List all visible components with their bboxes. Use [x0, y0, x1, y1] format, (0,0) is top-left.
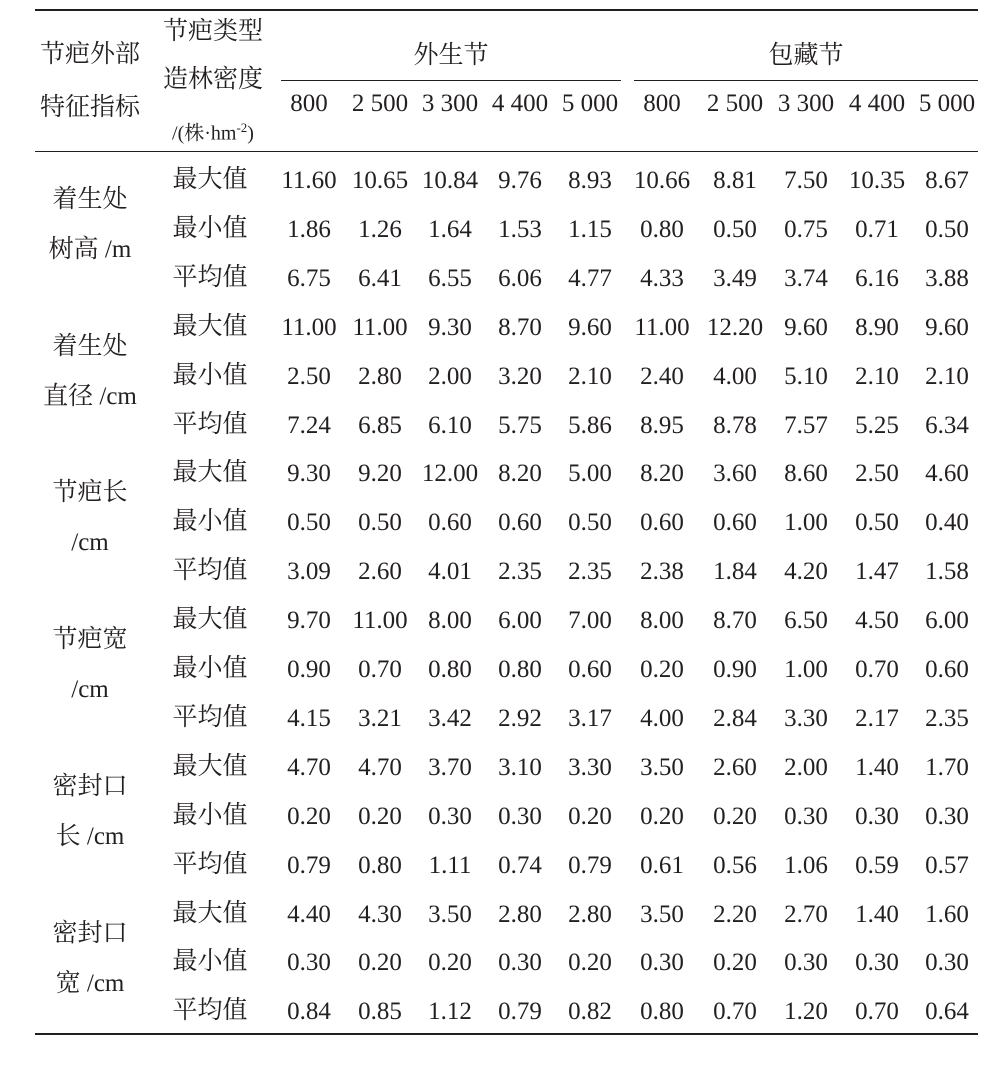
indicator-label-line2: /cm — [71, 676, 109, 704]
table-cell: 0.20 — [640, 802, 684, 830]
table-cell: 0.30 — [287, 949, 331, 977]
table-cell: 2.60 — [713, 753, 757, 781]
table-cell: 1.11 — [428, 851, 472, 879]
table-cell: 2.35 — [568, 558, 612, 586]
table-cell: 0.20 — [287, 802, 331, 830]
table-cell: 10.66 — [633, 167, 691, 194]
table-cell: 0.71 — [855, 215, 899, 243]
table-cell: 0.57 — [925, 851, 969, 879]
table-cell: 0.61 — [640, 851, 684, 879]
table-cell: 0.20 — [640, 656, 684, 683]
table-cell: 0.80 — [358, 851, 402, 879]
header-indicator-line2: 特征指标 — [39, 94, 140, 121]
table-cell: 9.60 — [568, 313, 612, 341]
table-cell: 4.77 — [568, 264, 612, 292]
table-cell: 0.80 — [428, 656, 472, 683]
stat-label: 最小值 — [172, 508, 248, 536]
table-cell: 4.00 — [640, 704, 684, 732]
table-cell: 11.60 — [281, 167, 337, 194]
table-cell: 8.00 — [428, 607, 472, 635]
table-cell: 10.65 — [351, 167, 409, 194]
table-cell: 9.60 — [925, 313, 969, 341]
table-cell: 9.20 — [358, 460, 402, 488]
table-cell: 2.40 — [640, 362, 684, 390]
table-cell: 0.75 — [784, 215, 828, 243]
table-cell: 2.00 — [784, 753, 828, 781]
table-cell: 12.20 — [706, 313, 764, 341]
bottom-rule — [35, 1033, 978, 1035]
table-cell: 2.80 — [568, 900, 612, 928]
table-cell: 0.70 — [358, 656, 402, 683]
indicator-label-line2: 直径 /cm — [43, 382, 137, 410]
stat-label: 最大值 — [172, 312, 248, 340]
table-cell: 1.40 — [855, 900, 899, 928]
stat-label: 最小值 — [172, 214, 248, 242]
table-cell: 11.00 — [352, 607, 408, 635]
density-header-cell: 3 300 — [421, 90, 479, 117]
header-density-unit — [148, 113, 278, 149]
table-cell: 0.30 — [925, 949, 969, 977]
table-cell: 2.38 — [640, 558, 684, 586]
table-cell: 0.20 — [358, 949, 402, 977]
table-cell: 0.60 — [640, 509, 684, 537]
table-cell: 0.30 — [855, 949, 899, 977]
table-cell: 1.00 — [784, 656, 828, 683]
table-cell: 2.84 — [713, 704, 757, 732]
table-cell: 1.70 — [925, 753, 969, 781]
table-cell: 3.42 — [428, 704, 472, 732]
table-cell: 0.50 — [713, 215, 757, 243]
indicator-label-line1: 着生处 — [52, 186, 128, 213]
table-cell: 9.60 — [784, 313, 828, 341]
table-cell: 2.35 — [925, 704, 969, 732]
header-density: 造林密度 — [162, 66, 263, 93]
table-cell: 6.55 — [428, 264, 472, 292]
header-density-unit-sup: -2 — [236, 120, 248, 135]
table-cell: 0.30 — [925, 802, 969, 830]
table-cell: 4.33 — [640, 264, 684, 292]
table-cell: 3.88 — [925, 264, 969, 292]
table-cell: 0.50 — [568, 509, 612, 537]
stat-label: 最大值 — [172, 752, 248, 780]
table-cell: 0.80 — [498, 656, 542, 683]
table-cell: 1.47 — [855, 558, 899, 586]
table-cell: 1.15 — [568, 215, 612, 243]
table-cell: 2.80 — [498, 900, 542, 928]
table-cell: 6.00 — [925, 607, 969, 635]
table-cell: 0.20 — [568, 949, 612, 977]
table-cell: 1.84 — [713, 558, 757, 586]
table-cell: 0.30 — [784, 802, 828, 830]
table-cell: 3.10 — [498, 753, 542, 781]
table-cell: 8.20 — [498, 460, 542, 488]
table-cell: 6.06 — [498, 264, 542, 292]
density-header-cell: 2 500 — [351, 90, 409, 117]
table-cell: 0.80 — [640, 215, 684, 243]
table-cell: 3.20 — [498, 362, 542, 390]
table-cell: 7.57 — [784, 411, 828, 439]
top-rule — [35, 9, 978, 11]
table-cell: 0.20 — [568, 802, 612, 830]
table-cell: 3.49 — [713, 264, 757, 292]
group-rule-embedded — [634, 80, 978, 81]
table-cell: 8.78 — [713, 411, 757, 439]
stat-label: 平均值 — [172, 410, 248, 438]
density-header-cell: 3 300 — [777, 90, 835, 117]
table-cell: 0.90 — [713, 656, 757, 683]
table-cell: 2.10 — [925, 362, 969, 390]
table-cell: 0.80 — [640, 998, 684, 1026]
stat-label: 平均值 — [172, 850, 248, 878]
table-cell: 0.85 — [358, 998, 402, 1026]
table-cell: 11.00 — [281, 313, 337, 341]
table-cell: 0.60 — [498, 509, 542, 537]
table-cell: 1.40 — [855, 753, 899, 781]
table-cell: 5.00 — [568, 460, 612, 488]
header-group-embedded: 包藏节 — [768, 42, 844, 69]
indicator-label-line1: 密封口 — [52, 919, 128, 947]
header-density-unit-end: ) — [247, 122, 254, 145]
stat-label: 最小值 — [172, 361, 248, 389]
table-cell: 3.21 — [358, 704, 402, 732]
table-cell: 4.70 — [287, 753, 331, 781]
table-cell: 3.50 — [428, 900, 472, 928]
table-cell: 8.67 — [925, 167, 969, 194]
stat-label: 最大值 — [172, 166, 248, 193]
table-cell: 1.26 — [358, 215, 402, 243]
table-cell: 8.93 — [568, 167, 612, 194]
table-cell: 4.01 — [428, 558, 472, 586]
table-cell: 3.50 — [640, 753, 684, 781]
table-cell: 8.60 — [784, 460, 828, 488]
table-cell: 2.70 — [784, 900, 828, 928]
table-cell: 0.30 — [855, 802, 899, 830]
table-cell: 0.79 — [287, 851, 331, 879]
table-cell: 3.60 — [713, 460, 757, 488]
table-cell: 4.30 — [358, 900, 402, 928]
indicator-label-line1: 着生处 — [52, 332, 128, 360]
table-cell: 6.00 — [498, 607, 542, 635]
table-cell: 4.15 — [287, 704, 331, 732]
table-cell: 0.50 — [287, 509, 331, 537]
table-cell: 9.76 — [498, 167, 542, 194]
table-cell: 4.00 — [713, 362, 757, 390]
table-cell: 0.50 — [925, 215, 969, 243]
table-cell: 12.00 — [421, 460, 479, 488]
table-cell: 0.30 — [498, 949, 542, 977]
table-cell: 4.40 — [287, 900, 331, 928]
table-cell: 0.20 — [358, 802, 402, 830]
stat-label: 最小值 — [172, 655, 248, 682]
table-cell: 1.06 — [784, 851, 828, 879]
table-cell: 0.50 — [855, 509, 899, 537]
table-cell: 0.70 — [855, 656, 899, 683]
table-cell: 5.10 — [784, 362, 828, 390]
table-cell: 2.80 — [358, 362, 402, 390]
table-cell: 8.81 — [713, 167, 757, 194]
table-cell: 3.30 — [784, 704, 828, 732]
table-cell: 1.20 — [784, 998, 828, 1026]
table-cell: 2.10 — [855, 362, 899, 390]
indicator-label-line1: 节疤宽 — [52, 626, 128, 654]
table-cell: 3.17 — [568, 704, 612, 732]
stat-label: 平均值 — [172, 703, 248, 731]
table-cell: 6.34 — [925, 411, 969, 439]
table-cell: 0.20 — [428, 949, 472, 977]
table-cell: 6.16 — [855, 264, 899, 292]
stat-label: 最小值 — [172, 801, 248, 829]
table-cell: 6.41 — [358, 264, 402, 292]
table-cell: 1.00 — [784, 509, 828, 537]
density-header-cell: 4 400 — [848, 90, 906, 117]
table-cell: 0.40 — [925, 509, 969, 537]
stat-label: 平均值 — [172, 557, 248, 585]
table-cell: 0.70 — [713, 998, 757, 1026]
table-cell: 3.09 — [287, 558, 331, 586]
table-cell: 2.60 — [358, 558, 402, 586]
table-cell: 2.92 — [498, 704, 542, 732]
table-cell: 0.82 — [568, 998, 612, 1026]
table-cell: 6.85 — [358, 411, 402, 439]
density-header-cell: 800 — [290, 90, 328, 117]
table-cell: 0.79 — [568, 851, 612, 879]
table-cell: 1.86 — [287, 215, 331, 243]
table-cell: 7.24 — [287, 411, 331, 439]
table-cell: 1.60 — [925, 900, 969, 928]
indicator-label-line1: 密封口 — [52, 772, 128, 800]
table-cell: 5.25 — [855, 411, 899, 439]
table-cell: 11.00 — [352, 313, 408, 341]
table-cell: 11.00 — [634, 313, 690, 341]
table-cell: 1.64 — [428, 215, 472, 243]
table-cell: 5.75 — [498, 411, 542, 439]
table-cell: 6.50 — [784, 607, 828, 635]
density-header-cell: 5 000 — [561, 90, 619, 117]
table-cell: 6.75 — [287, 264, 331, 292]
table-cell: 0.56 — [713, 851, 757, 879]
table-cell: 4.60 — [925, 460, 969, 488]
table-cell: 3.70 — [428, 753, 472, 781]
table-cell: 8.00 — [640, 607, 684, 635]
table-cell: 4.70 — [358, 753, 402, 781]
table-cell: 0.79 — [498, 998, 542, 1026]
table-cell: 0.59 — [855, 851, 899, 879]
stat-label: 平均值 — [172, 997, 248, 1025]
indicator-label-line2: 长 /cm — [55, 822, 125, 850]
table-cell: 2.50 — [287, 362, 331, 390]
table-cell: 2.20 — [713, 900, 757, 928]
table-cell: 0.30 — [428, 802, 472, 830]
table-cell: 3.30 — [568, 753, 612, 781]
stat-label: 最大值 — [172, 459, 248, 487]
table-cell: 0.30 — [640, 949, 684, 977]
table-cell: 0.84 — [287, 998, 331, 1026]
table-cell: 2.50 — [855, 460, 899, 488]
table-cell: 8.70 — [498, 313, 542, 341]
table-cell: 9.30 — [428, 313, 472, 341]
table-cell: 4.20 — [784, 558, 828, 586]
stat-label: 最大值 — [172, 606, 248, 634]
table-cell: 8.95 — [640, 411, 684, 439]
header-group-exposed: 外生节 — [413, 42, 489, 69]
table-cell: 2.35 — [498, 558, 542, 586]
table-cell: 0.30 — [498, 802, 542, 830]
table-cell: 10.35 — [848, 167, 906, 194]
table-cell: 0.74 — [498, 851, 542, 879]
table-cell: 0.60 — [568, 656, 612, 683]
table-cell: 0.20 — [713, 802, 757, 830]
density-header-cell: 800 — [643, 90, 681, 117]
group-rule-exposed — [281, 80, 621, 81]
stat-label: 最大值 — [172, 899, 248, 927]
table-cell: 4.50 — [855, 607, 899, 635]
table-cell: 1.53 — [498, 215, 542, 243]
header-density-unit-text: /(株·hm — [172, 122, 237, 145]
indicator-label-line1: 节疤长 — [52, 479, 128, 507]
table-cell: 0.90 — [287, 656, 331, 683]
header-knot-type: 节疤类型 — [162, 18, 263, 45]
table-cell: 8.70 — [713, 607, 757, 635]
table-cell: 9.70 — [287, 607, 331, 635]
table-cell: 2.10 — [568, 362, 612, 390]
density-header-cell: 2 500 — [706, 90, 764, 117]
table-cell: 5.86 — [568, 411, 612, 439]
table-cell: 0.64 — [925, 998, 969, 1026]
header-indicator-line1: 节疤外部 — [39, 41, 140, 68]
table-cell: 9.30 — [287, 460, 331, 488]
table-cell: 1.58 — [925, 558, 969, 586]
table-cell: 3.50 — [640, 900, 684, 928]
table-cell: 7.50 — [784, 167, 828, 194]
table-cell: 7.00 — [568, 607, 612, 635]
density-header-cell: 5 000 — [918, 90, 976, 117]
table-cell: 2.00 — [428, 362, 472, 390]
indicator-label-line2: /cm — [71, 529, 109, 557]
stat-label: 最小值 — [172, 948, 248, 976]
table-cell: 0.50 — [358, 509, 402, 537]
table-cell: 2.17 — [855, 704, 899, 732]
table-cell: 0.60 — [925, 656, 969, 683]
table-cell: 1.12 — [428, 998, 472, 1026]
table-cell: 3.74 — [784, 264, 828, 292]
table-cell: 10.84 — [421, 167, 479, 194]
table-cell: 0.60 — [713, 509, 757, 537]
header-bottom-rule — [35, 151, 978, 152]
density-header-cell: 4 400 — [491, 90, 549, 117]
stat-label: 平均值 — [172, 263, 248, 291]
table-cell: 6.10 — [428, 411, 472, 439]
indicator-label-line2: 宽 /cm — [55, 969, 125, 997]
table-cell: 0.60 — [428, 509, 472, 537]
indicator-label-line2: 树高 /m — [48, 236, 132, 263]
table-cell: 8.20 — [640, 460, 684, 488]
table-cell: 0.70 — [855, 998, 899, 1026]
table-cell: 0.20 — [713, 949, 757, 977]
table-cell: 8.90 — [855, 313, 899, 341]
table-cell: 0.30 — [784, 949, 828, 977]
